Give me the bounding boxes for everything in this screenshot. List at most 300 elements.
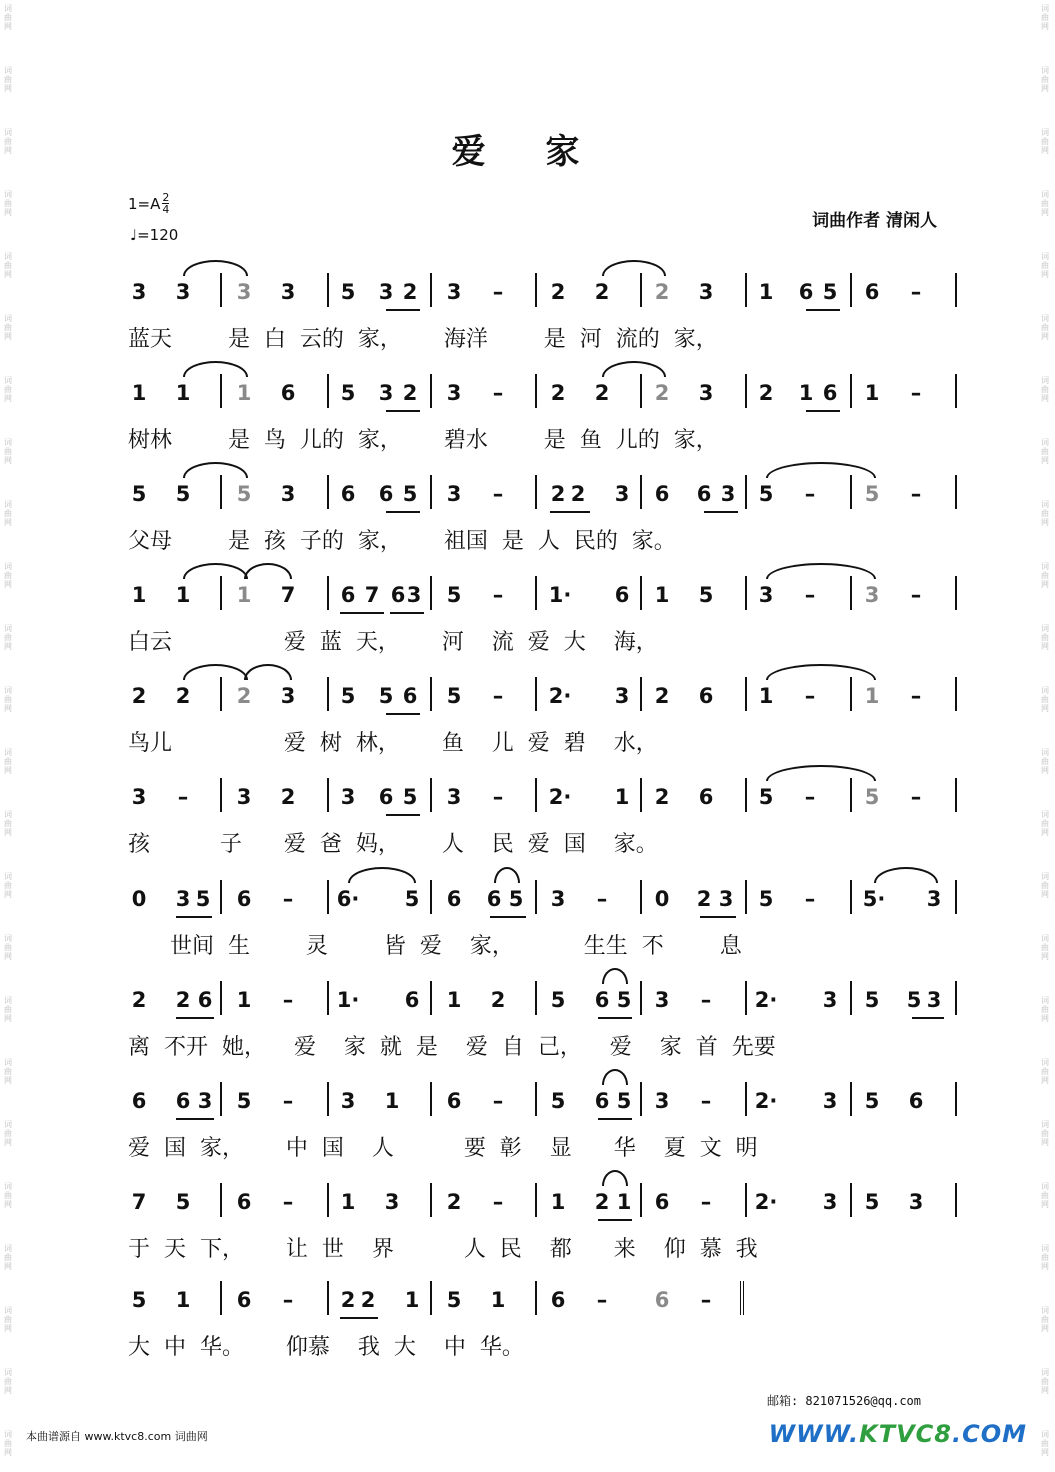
watermark-text: 词 曲 网 [4, 190, 12, 217]
note: 1 [236, 381, 252, 405]
watermark-text: 词 曲 网 [1041, 1182, 1049, 1209]
note: – [700, 1190, 712, 1214]
bar-line [640, 374, 642, 408]
beam-underline [386, 410, 420, 412]
bar-line [535, 981, 537, 1015]
note: 1· [548, 583, 572, 607]
note: 3 [926, 887, 942, 911]
time-denominator: 4 [162, 203, 170, 216]
score-line [0, 877, 1055, 977]
watermark-text: 词 曲 网 [1041, 190, 1049, 217]
note: 3 [550, 887, 566, 911]
note: 3 [758, 583, 774, 607]
note: 2 [570, 482, 586, 506]
note: 6 [236, 1190, 252, 1214]
score-line [0, 371, 1055, 471]
watermark-text: 词 曲 网 [1041, 934, 1049, 961]
note: 6 [236, 1288, 252, 1312]
note: 6 [378, 482, 394, 506]
note: – [804, 583, 816, 607]
note: 6 [654, 1190, 670, 1214]
note: 5 [402, 482, 418, 506]
bar-line [535, 576, 537, 610]
note: 2 [446, 1190, 462, 1214]
note: – [282, 1190, 294, 1214]
note: 2 [175, 684, 191, 708]
note: 3 [378, 381, 394, 405]
bar-line [850, 1082, 852, 1116]
bar-line [327, 475, 329, 509]
note: 5 [340, 684, 356, 708]
note: 3 [822, 1190, 838, 1214]
note: 1 [758, 684, 774, 708]
bar-line [327, 576, 329, 610]
note: 6 [236, 887, 252, 911]
note: 3 [926, 988, 942, 1012]
note: 7 [364, 583, 380, 607]
watermark-text: 词 曲 网 [4, 1182, 12, 1209]
bar-line [745, 1183, 747, 1217]
watermark-text: 词 曲 网 [4, 748, 12, 775]
bar-line [220, 1183, 222, 1217]
note: 3 [446, 482, 462, 506]
beam-underline [700, 916, 736, 918]
watermark-text: 词 曲 网 [1041, 1430, 1049, 1457]
bar-line [745, 1082, 747, 1116]
note: 5 [508, 887, 524, 911]
note: 3 [175, 887, 191, 911]
lyric-line: 鸟儿 爱 树 林， 鱼 儿 爱 碧 水， [128, 731, 658, 756]
note: 3 [280, 280, 296, 304]
watermark-text: 词 曲 网 [1041, 562, 1049, 589]
bar-line [640, 981, 642, 1015]
note: 2 [360, 1288, 376, 1312]
watermark-text: 词 曲 网 [4, 1244, 12, 1271]
bar-line [430, 576, 432, 610]
bar-line [535, 1183, 537, 1217]
bar-line [850, 374, 852, 408]
watermark-text: 词 曲 网 [4, 66, 12, 93]
note: – [492, 1089, 504, 1113]
note: 1 [446, 988, 462, 1012]
note: 6 [654, 1288, 670, 1312]
watermark-text: 词 曲 网 [1041, 500, 1049, 527]
note: – [910, 280, 922, 304]
score-line [0, 573, 1055, 673]
note: 3 [406, 583, 422, 607]
watermark-text: 词 曲 网 [4, 252, 12, 279]
note: 6 [175, 1089, 191, 1113]
beam-underline [386, 511, 420, 513]
watermark-text: 词 曲 网 [1041, 1058, 1049, 1085]
beam-underline [176, 1017, 214, 1019]
watermark-text: 词 曲 网 [4, 810, 12, 837]
note: 6 [696, 482, 712, 506]
note: 6 [446, 887, 462, 911]
bar-line [220, 880, 222, 914]
note: 5 [906, 988, 922, 1012]
note: 3 [614, 684, 630, 708]
note: 3 [654, 988, 670, 1012]
watermark-text: 词 曲 网 [4, 996, 12, 1023]
watermark-text: 词 曲 网 [4, 4, 12, 31]
note: 6 [197, 988, 213, 1012]
watermark-text: 词 曲 网 [4, 314, 12, 341]
lyric-line: 父母 是 孩 子的 家， 祖国 是 人 民的 家。 [128, 529, 676, 554]
bar-line [430, 475, 432, 509]
note: 6 [390, 583, 406, 607]
beam-underline [598, 1118, 632, 1120]
note: 5 [340, 381, 356, 405]
note: 3 [822, 988, 838, 1012]
bar-line [955, 576, 957, 610]
note: 3 [384, 1190, 400, 1214]
note: 6 [550, 1288, 566, 1312]
beam-underline [386, 713, 420, 715]
note: 5 [131, 1288, 147, 1312]
note: 2 [654, 280, 670, 304]
note: – [910, 583, 922, 607]
note: – [492, 1190, 504, 1214]
bar-line [430, 374, 432, 408]
note: 1 [490, 1288, 506, 1312]
note: 5 [402, 785, 418, 809]
score-line [0, 270, 1055, 370]
beam-underline [912, 1017, 944, 1019]
note: 2· [754, 988, 778, 1012]
note: 3 [822, 1089, 838, 1113]
note: 3 [175, 280, 191, 304]
beam-underline [340, 612, 384, 614]
watermark-text: 词 曲 网 [4, 128, 12, 155]
score-line [0, 978, 1055, 1078]
bar-line [430, 1183, 432, 1217]
beam-underline [598, 1017, 632, 1019]
bar-line [220, 1281, 222, 1315]
watermark-text: 词 曲 网 [1041, 1306, 1049, 1333]
bar-line [955, 880, 957, 914]
note: 1 [616, 1190, 632, 1214]
note: 2 [654, 785, 670, 809]
note: 6 [404, 988, 420, 1012]
note: 6 [340, 482, 356, 506]
note: 6 [864, 280, 880, 304]
note: 3 [280, 684, 296, 708]
note: – [804, 482, 816, 506]
note: – [910, 482, 922, 506]
note: 2· [548, 785, 572, 809]
bar-line [220, 576, 222, 610]
bar-line [327, 880, 329, 914]
note: 1 [404, 1288, 420, 1312]
note: 6 [402, 684, 418, 708]
bar-line [640, 880, 642, 914]
song-title: 爱 家 [451, 132, 604, 172]
watermark-text: 词 曲 网 [4, 376, 12, 403]
note: 5 [864, 482, 880, 506]
bar-line [640, 1082, 642, 1116]
note: 1 [864, 684, 880, 708]
note: 2 [550, 482, 566, 506]
bar-line [745, 981, 747, 1015]
bar-line [850, 273, 852, 307]
bar-line [955, 475, 957, 509]
note: 1 [758, 280, 774, 304]
note: 1 [614, 785, 630, 809]
watermark-text: 词 曲 网 [1041, 810, 1049, 837]
score-line [0, 674, 1055, 774]
note: 5 [758, 887, 774, 911]
watermark-text: 词 曲 网 [1041, 1120, 1049, 1147]
note: – [282, 887, 294, 911]
note: 5 [550, 988, 566, 1012]
bar-line [740, 1281, 747, 1315]
note: 1 [340, 1190, 356, 1214]
watermark-text: 词 曲 网 [4, 624, 12, 651]
watermark-text: 词 曲 网 [1041, 624, 1049, 651]
note: 5 [616, 988, 632, 1012]
bar-line [955, 778, 957, 812]
note: 5 [864, 1190, 880, 1214]
note: 1 [798, 381, 814, 405]
watermark-text: 词 曲 网 [1041, 1368, 1049, 1395]
note: 3 [864, 583, 880, 607]
lyric-line: 树林 是 鸟 儿的 家， 碧水 是 鱼 儿的 家， [128, 428, 718, 453]
bar-line [640, 677, 642, 711]
note: 5 [822, 280, 838, 304]
bar-line [220, 1082, 222, 1116]
note: 5 [236, 482, 252, 506]
note: 6 [594, 988, 610, 1012]
note: 3 [908, 1190, 924, 1214]
bar-line [850, 981, 852, 1015]
note: 3 [614, 482, 630, 506]
note: 3 [446, 381, 462, 405]
note: 2 [594, 280, 610, 304]
watermark-text: 词 曲 网 [4, 438, 12, 465]
bar-line [640, 273, 642, 307]
note: 6 [340, 583, 356, 607]
note: 3 [280, 482, 296, 506]
note: 2 [340, 1288, 356, 1312]
note: 5 [864, 1089, 880, 1113]
bar-line [535, 778, 537, 812]
author-credit: 词曲作者 清闲人 [812, 211, 937, 231]
bar-line [850, 475, 852, 509]
note: 3 [340, 785, 356, 809]
bar-line [220, 778, 222, 812]
bar-line [430, 1281, 432, 1315]
bar-line [850, 1183, 852, 1217]
bar-line [430, 778, 432, 812]
lyric-line: 于 天 下， 让 世 界 人 民 都 来 仰 慕 我 [128, 1237, 758, 1262]
note: 5 [758, 785, 774, 809]
beam-underline [806, 410, 840, 412]
beam-underline [176, 1118, 214, 1120]
note: 3 [131, 785, 147, 809]
bar-line [535, 880, 537, 914]
note: – [282, 988, 294, 1012]
watermark-text: 词 曲 网 [4, 934, 12, 961]
beam-underline [806, 309, 840, 311]
note: 3 [131, 280, 147, 304]
quarter-note-icon: ♩ [130, 226, 138, 244]
score-line [0, 1278, 1055, 1378]
bar-line [327, 273, 329, 307]
watermark-text: 词 曲 网 [1041, 66, 1049, 93]
note: 3 [654, 1089, 670, 1113]
note: 5 [864, 988, 880, 1012]
note: 5 [446, 684, 462, 708]
lyric-line: 大 中 华。 仰慕 我 大 中 华。 [128, 1335, 524, 1360]
note: 5 [378, 684, 394, 708]
note: 5 [195, 887, 211, 911]
bar-line [327, 374, 329, 408]
bar-line [430, 677, 432, 711]
note: 2 [550, 381, 566, 405]
note: 2 [550, 280, 566, 304]
watermark-text: 词 曲 网 [4, 1120, 12, 1147]
bar-line [745, 374, 747, 408]
time-numerator: 2 [162, 191, 170, 204]
note: – [804, 785, 816, 809]
lyric-line: 爱 国 家， 中 国 人 要 彰 显 华 夏 文 明 [128, 1136, 758, 1161]
bar-line [955, 273, 957, 307]
beam-underline [390, 612, 424, 614]
note: 2 [594, 1190, 610, 1214]
note: 0 [654, 887, 670, 911]
bar-line [535, 273, 537, 307]
note: 3 [446, 785, 462, 809]
watermark-text: 词 曲 网 [1041, 872, 1049, 899]
beam-underline [704, 511, 738, 513]
logo-suffix: .COM [951, 1420, 1027, 1448]
bar-line [327, 1281, 329, 1315]
note: 5 [131, 482, 147, 506]
bar-line [745, 273, 747, 307]
bar-line [327, 981, 329, 1015]
note: 0 [131, 887, 147, 911]
note: 2 [696, 887, 712, 911]
note: 2· [548, 684, 572, 708]
score-line [0, 472, 1055, 572]
lyric-line: 孩 子 爱 爸 妈， 人 民 爱 国 家。 [128, 832, 658, 857]
note: 2 [654, 381, 670, 405]
note: 1 [175, 381, 191, 405]
bar-line [535, 1281, 537, 1315]
note: 5 [758, 482, 774, 506]
note: 3 [720, 482, 736, 506]
note: 6 [614, 583, 630, 607]
note: 6 [280, 381, 296, 405]
note: – [282, 1089, 294, 1113]
note: 1 [175, 583, 191, 607]
email-contact: 邮箱: 821071526@qq.com [766, 1394, 921, 1408]
tie-slur [602, 260, 666, 276]
note: – [596, 887, 608, 911]
bar-line [640, 778, 642, 812]
note: 6 [378, 785, 394, 809]
bar-line [850, 880, 852, 914]
watermark-text: 词 曲 网 [4, 686, 12, 713]
bar-line [745, 677, 747, 711]
note: – [804, 684, 816, 708]
note: 6 [822, 381, 838, 405]
bar-line [640, 1183, 642, 1217]
note: 6· [336, 887, 360, 911]
watermark-text: 词 曲 网 [1041, 1244, 1049, 1271]
note: 3 [446, 280, 462, 304]
bar-line [327, 1082, 329, 1116]
note: 2 [236, 684, 252, 708]
note: 7 [131, 1190, 147, 1214]
bar-line [850, 677, 852, 711]
note: – [492, 684, 504, 708]
note: 5 [550, 1089, 566, 1113]
note: – [804, 887, 816, 911]
note: – [700, 1089, 712, 1113]
note: 1 [550, 1190, 566, 1214]
beam-underline [386, 814, 420, 816]
note: 2· [754, 1190, 778, 1214]
watermark-text: 词 曲 网 [1041, 4, 1049, 31]
note: 5 [616, 1089, 632, 1113]
note: – [596, 1288, 608, 1312]
note: 5 [175, 1190, 191, 1214]
watermark-text: 词 曲 网 [1041, 996, 1049, 1023]
score-line [0, 1079, 1055, 1179]
note: – [177, 785, 189, 809]
note: – [492, 381, 504, 405]
lyric-line: 世间 生 灵 皆 爱 家， 生生 不 息 [170, 934, 742, 959]
site-logo [769, 1420, 1027, 1448]
score-line [0, 775, 1055, 875]
note: 1 [864, 381, 880, 405]
beam-underline [340, 1317, 378, 1319]
watermark-text: 词 曲 网 [4, 562, 12, 589]
note: 2 [402, 381, 418, 405]
watermark-text: 词 曲 网 [4, 500, 12, 527]
bar-line [850, 778, 852, 812]
watermark-text: 词 曲 网 [4, 1430, 12, 1457]
note: 5 [446, 583, 462, 607]
note: 3 [340, 1089, 356, 1113]
bar-line [955, 1183, 957, 1217]
key-label: 1=A [128, 194, 161, 213]
note: 2 [131, 988, 147, 1012]
note: 3 [197, 1089, 213, 1113]
watermark-text: 词 曲 网 [4, 872, 12, 899]
watermark-text: 词 曲 网 [1041, 128, 1049, 155]
bar-line [745, 475, 747, 509]
bar-line [220, 374, 222, 408]
bar-line [430, 880, 432, 914]
beam-underline [176, 916, 212, 918]
beam-underline [598, 1219, 632, 1221]
bar-line [955, 1082, 957, 1116]
note: 5 [698, 583, 714, 607]
note: 1 [131, 583, 147, 607]
lyric-line: 白云 爱 蓝 天， 河 流 爱 大 海， [128, 630, 658, 655]
note: – [492, 482, 504, 506]
lyric-line: 蓝天 是 白 云的 家， 海洋 是 河 流的 家， [128, 327, 718, 352]
note: 6 [446, 1089, 462, 1113]
bar-line [220, 475, 222, 509]
bar-line [220, 981, 222, 1015]
note: 5 [175, 482, 191, 506]
bar-line [220, 677, 222, 711]
note: 5· [862, 887, 886, 911]
